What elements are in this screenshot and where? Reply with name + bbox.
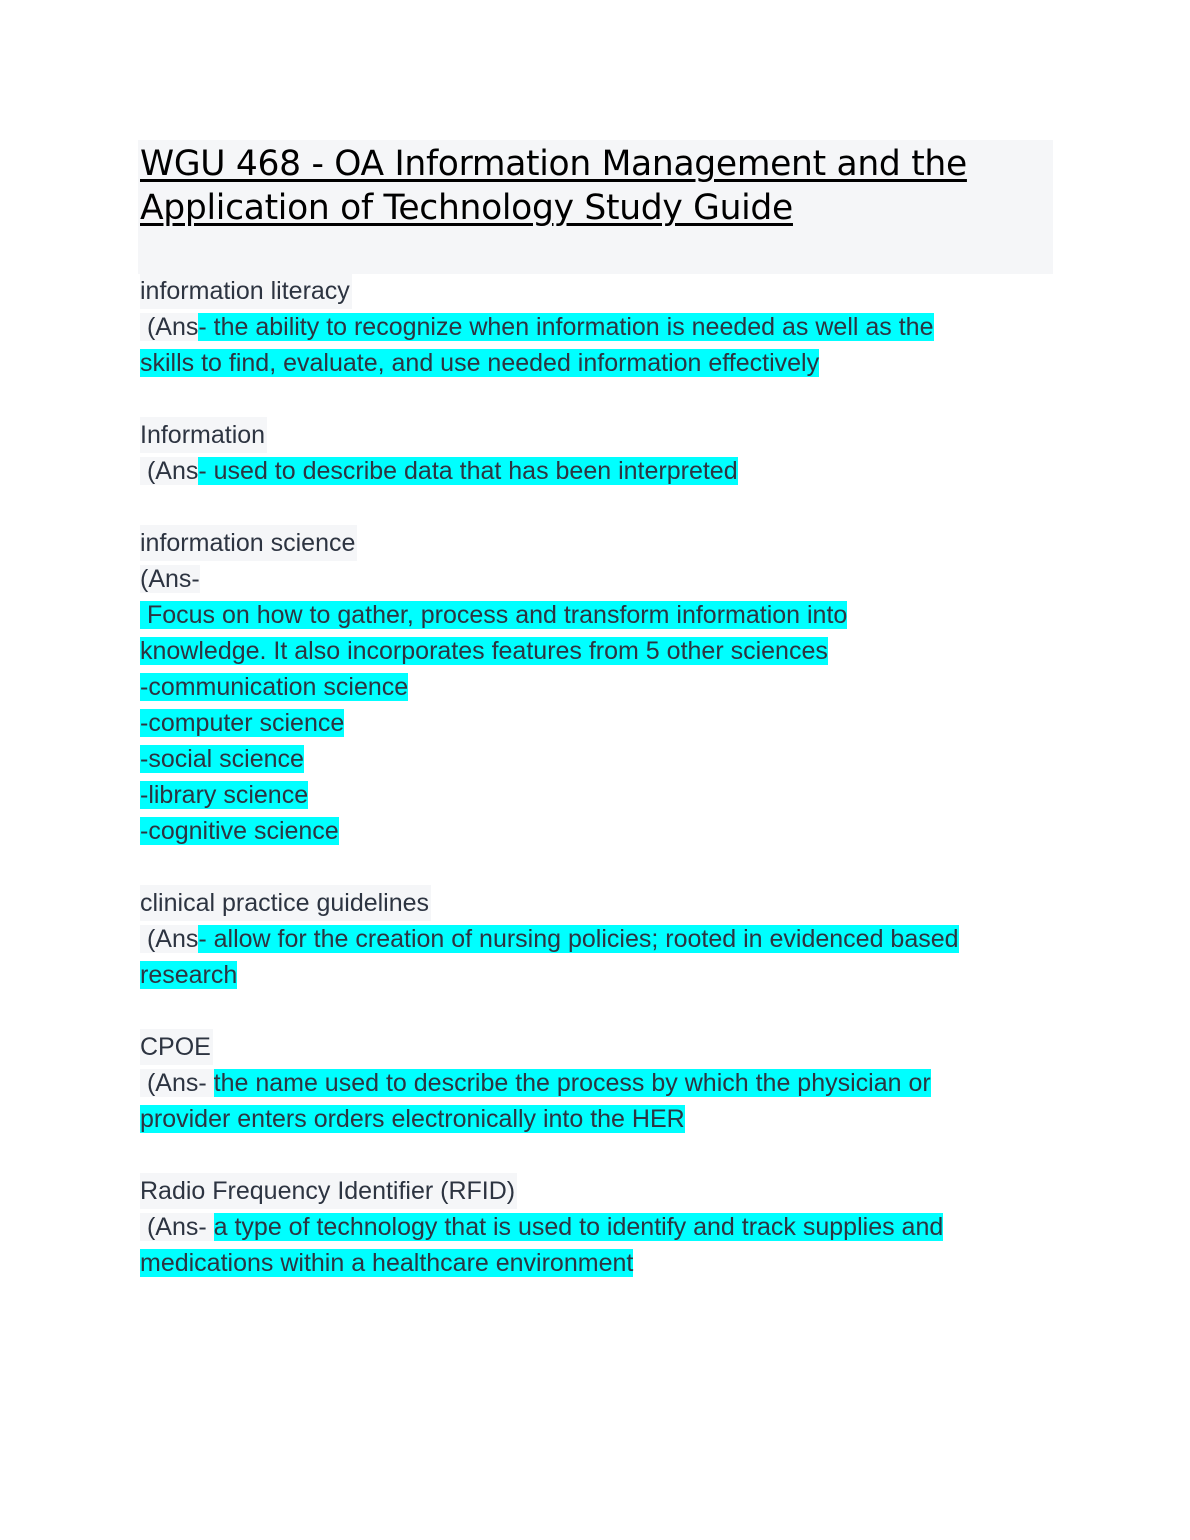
entry-cpoe	[140, 1029, 1040, 1137]
answer-text: research	[140, 961, 238, 989]
term: information literacy	[140, 273, 352, 309]
answer-text: Focus on how to gather, process and transform information into	[140, 601, 848, 629]
entry-information	[140, 417, 1040, 489]
title-block	[138, 140, 1053, 274]
answer-prefix: (Ans	[140, 313, 199, 341]
answer-prefix: (Ans	[140, 925, 199, 953]
answer-text: a type of technology that is used to identify and track supplies and	[213, 1213, 944, 1241]
entry-rfid	[140, 1173, 1040, 1281]
entry-information-science	[140, 525, 1040, 849]
title-line-1: WGU 468 - OA Information Management and the	[140, 144, 967, 184]
term: Radio Frequency Identifier (RFID)	[140, 1173, 517, 1209]
term: CPOE	[140, 1029, 213, 1065]
answer-list-item: -library science	[140, 781, 309, 809]
answer-prefix: (Ans-	[140, 1069, 214, 1097]
entry-information-literacy	[140, 273, 1040, 381]
answer-text: knowledge. It also incorporates features from 5 other sciences	[140, 637, 828, 665]
answer-list-item: -social science	[140, 745, 304, 773]
answer-list-item: -communication science	[140, 673, 409, 701]
answer-prefix: (Ans-	[140, 565, 200, 593]
answer-list-item: -computer science	[140, 709, 345, 737]
answer-list-item: -cognitive science	[140, 817, 339, 845]
answer-text: - allow for the creation of nursing policies; rooted in evidenced based	[198, 925, 959, 953]
answer-text: skills to find, evaluate, and use needed information effectively	[140, 349, 820, 377]
answer-text: - used to describe data that has been interpreted	[198, 457, 738, 485]
term: information science	[140, 525, 357, 561]
term: Information	[140, 417, 267, 453]
answer-prefix: (Ans	[140, 457, 199, 485]
document-title	[140, 142, 1045, 230]
entry-clinical-practice-guidelines	[140, 885, 1040, 993]
title-line-2: Application of Technology Study Guide	[140, 188, 793, 228]
study-guide-content	[140, 273, 1040, 1281]
answer-prefix: (Ans-	[140, 1213, 214, 1241]
answer-text: medications within a healthcare environment	[140, 1249, 634, 1277]
answer-text: provider enters orders electronically into the HER	[140, 1105, 685, 1133]
answer-text: the name used to describe the process by which the physician or	[213, 1069, 931, 1097]
answer-text: - the ability to recognize when information is needed as well as the	[198, 313, 934, 341]
term: clinical practice guidelines	[140, 885, 431, 921]
